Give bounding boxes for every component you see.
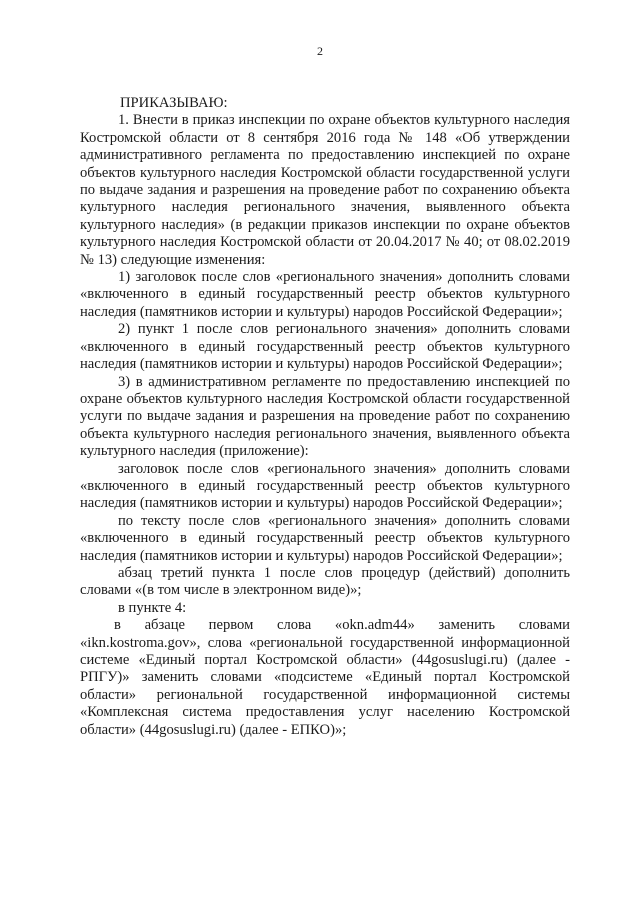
paragraph-6: по тексту после слов «регионального значения» дополнить словами «включенного в единый государственный реестр объектов культурного наследия (памятников истории и культуры) народов Российской Федерации»;	[80, 512, 570, 564]
page-number: 2	[317, 44, 323, 58]
paragraph-9: в абзаце первом слова «okn.adm44» заменить словами «ikn.kostroma.gov», слова «региональной государственной информационной системе «Единый портал Костромской области» (44gosuslugi.ru) (далее - РПГУ)» заменить словами «подсистеме «Единый портал Костромской области» региональной государственной информационной системы «Комплексная система предоставления услуг населению Костромской области» (44gosuslugi.ru) (далее - ЕПКО)»;	[80, 617, 570, 738]
document-body	[80, 95, 570, 739]
paragraph-2: 1) заголовок после слов «регионального значения» дополнить словами «включенного в единый государственный реестр объектов культурного наследия (памятников истории и культуры) народов Российской Федерации»;	[80, 269, 570, 320]
paragraph-1: 1. Внести в приказ инспекции по охране объектов культурного наследия Костромской области от 8 сентября 2016 года № 148 «Об утверждении административного регламента по предоставлению инспекцией по охране объектов культурного наследия Костромской области государственной услуги по выдаче задания и разрешения на проведение работ по сохранению объекта культурного наследия регионального значения, выявленного объекта культурного наследия» (в редакции приказов инспекции по охране объектов культурного наследия Костромской области от 20.04.2017 № 40; от 08.02.2019 № 13) следующие изменения:	[80, 112, 570, 268]
paragraph-3: 2) пункт 1 после слов регионального значения» дополнить словами «включенного в единый государственный реестр объектов культурного наследия (памятников истории и культуры) народов Российской Федерации»;	[80, 321, 570, 373]
paragraph-5: заголовок после слов «регионального значения» дополнить словами «включенного в единый государственный реестр объектов культурного наследия (памятников истории и культуры) народов Российской Федерации»;	[80, 460, 570, 512]
paragraph-7: абзац третий пункта 1 после слов процедур (действий) дополнить словами «(в том числе в электронном виде)»;	[80, 564, 570, 599]
order-heading: ПРИКАЗЫВАЮ:	[120, 95, 228, 111]
paragraph-8: в пункте 4:	[118, 599, 187, 616]
paragraph-4: 3) в административном регламенте по предоставлению инспекцией по охране объектов культурного наследия Костромской области государственной услуги по выдаче задания и разрешения на проведение работ по сохранению объекта культурного наследия регионального значения, выявленного объекта культурного наследия (приложение):	[80, 373, 570, 460]
